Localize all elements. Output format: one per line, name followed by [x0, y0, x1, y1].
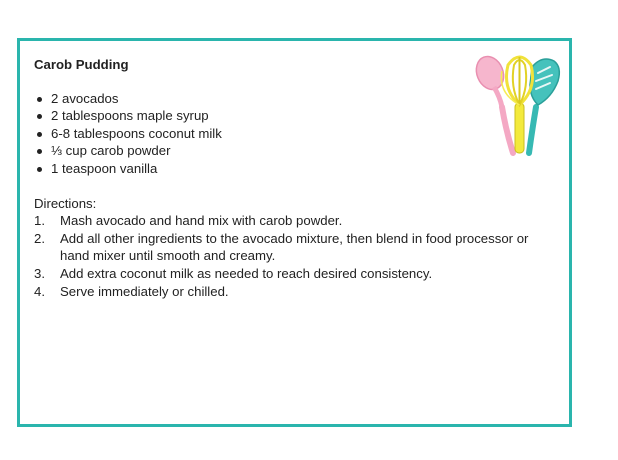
recipe-card — [17, 38, 572, 427]
direction-step — [34, 230, 554, 265]
ingredient-item: 2 avocados — [34, 90, 554, 108]
directions-list — [34, 212, 554, 300]
direction-step — [34, 212, 554, 230]
step-number: 3. — [34, 265, 45, 281]
ingredient-item: 6-8 tablespoons coconut milk — [34, 125, 554, 143]
step-text: Add all other ingredients to the avocado mixture, then blend in food processor or hand mixer until smooth and creamy. — [60, 230, 529, 264]
step-number: 2. — [34, 230, 45, 246]
recipe-title: Carob Pudding — [34, 57, 129, 72]
step-number: 1. — [34, 213, 45, 229]
direction-step — [34, 265, 554, 283]
directions-heading: Directions: — [34, 195, 97, 211]
kitchen-utensils-icon — [472, 49, 568, 157]
direction-step — [34, 283, 554, 301]
ingredient-item: 1 teaspoon vanilla — [34, 160, 554, 178]
step-number: 4. — [34, 283, 45, 299]
step-text: Mash avocado and hand mix with carob powder. — [60, 213, 343, 229]
step-text: Add extra coconut milk as needed to reach desired consistency. — [60, 265, 433, 281]
ingredient-item: 2 tablespoons maple syrup — [34, 107, 554, 125]
ingredient-item: ⅓ cup carob powder — [34, 142, 554, 160]
step-text: Serve immediately or chilled. — [60, 283, 229, 299]
